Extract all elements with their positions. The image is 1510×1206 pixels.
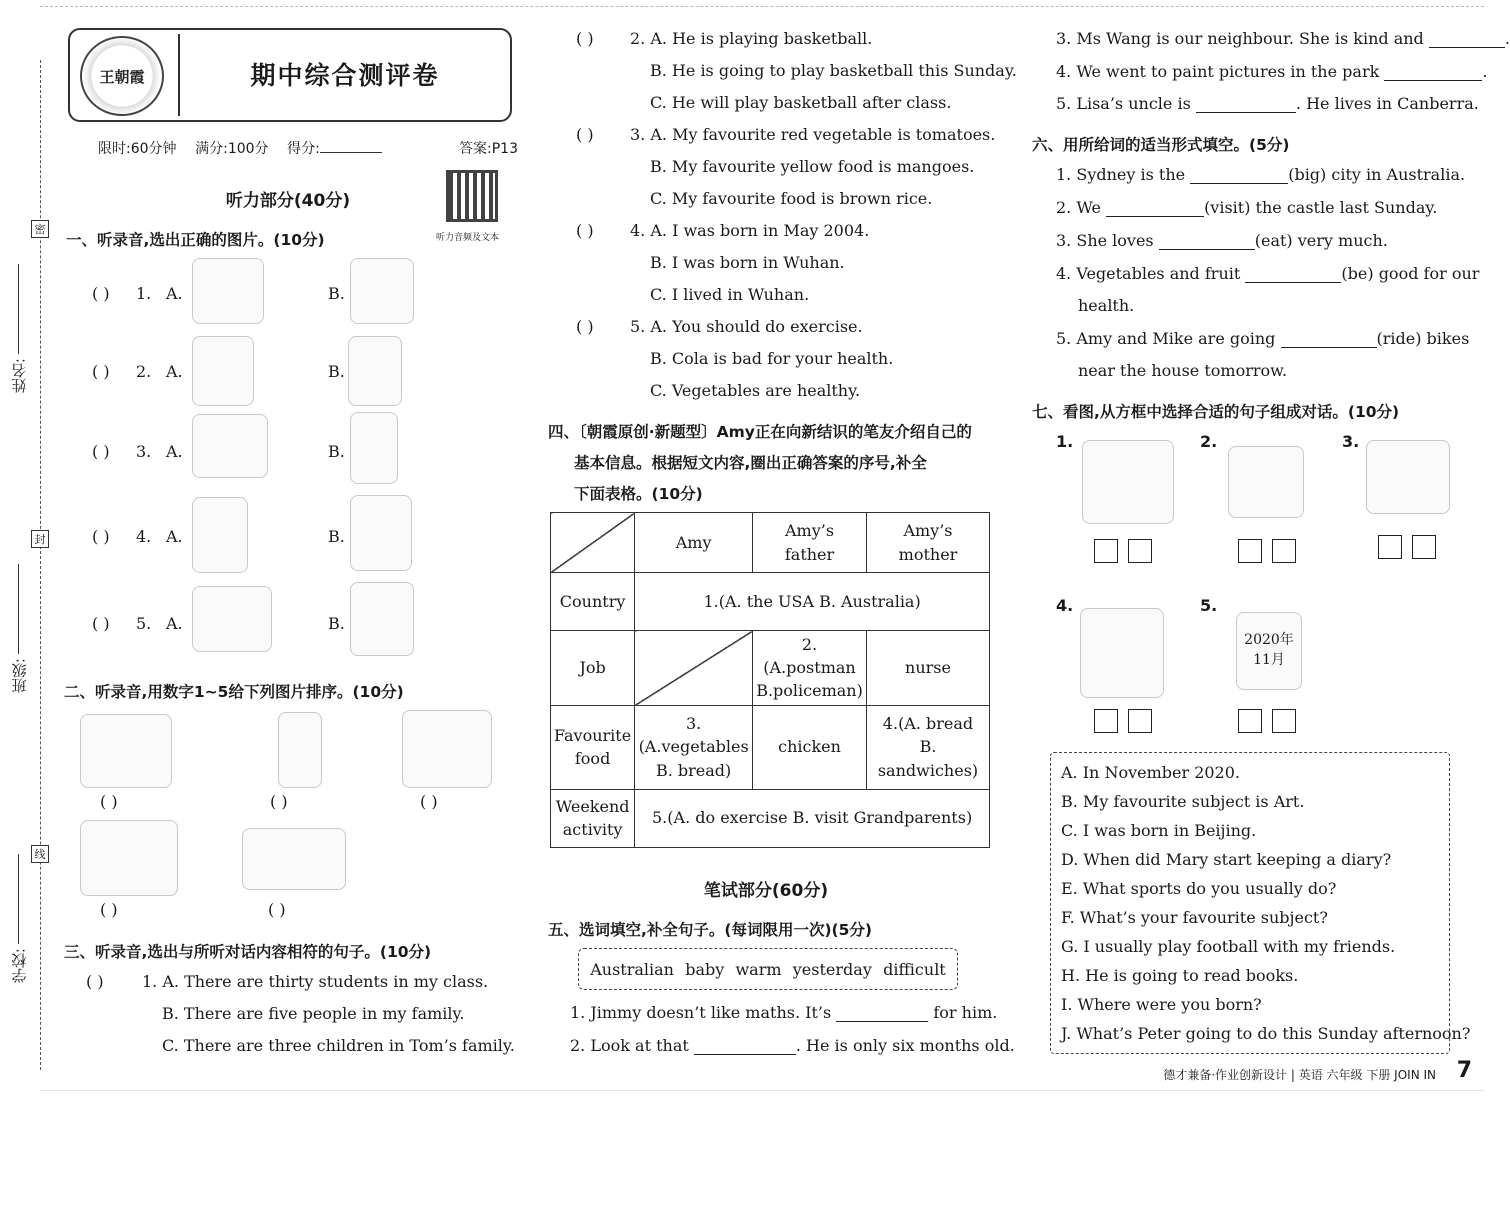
ping-pong-icon (402, 710, 492, 788)
s3-q1-option-a: 1. A. There are thirty students in my class. (142, 972, 489, 991)
s3-q1-option-b: B. There are five people in my family. (162, 1004, 465, 1023)
s1-item-3: ( ) 3. A. B. (58, 420, 528, 490)
row-label-country: Country (551, 573, 635, 631)
s1-item-1: ( ) 1. A. B. (58, 262, 528, 332)
answer-box[interactable] (1272, 539, 1296, 563)
answer-paren[interactable]: ( ) (576, 29, 594, 48)
order-paren[interactable]: ( ) (268, 900, 286, 919)
seal-mark: 密 (31, 220, 49, 238)
s3-q5-option-a: 5. A. You should do exercise. (630, 317, 863, 336)
header-mother: Amy’s mother (866, 513, 989, 573)
reading-girl-icon (350, 495, 412, 571)
s3-q3-option-a: 3. A. My favourite red vegetable is tomatoes. (630, 125, 996, 144)
list-item: J. What’s Peter going to do this Sunday afternoon? (1061, 1024, 1471, 1043)
class-field[interactable]: 班级: (4, 560, 34, 693)
fill-blank[interactable] (1384, 63, 1482, 81)
listening-section-title: 听力部分(40分) (225, 191, 351, 211)
basketball-boy-icon (192, 497, 248, 573)
list-item: E. What sports do you usually do? (1061, 879, 1337, 898)
s3-q3-option-b: B. My favourite yellow food is mangoes. (650, 157, 975, 176)
calendar-icon: 2020年 11月 (1236, 612, 1302, 690)
cut-line (40, 60, 41, 1070)
answer-paren[interactable]: ( ) (86, 972, 104, 991)
seal-mark: 线 (31, 845, 49, 863)
answer-box[interactable] (1238, 709, 1262, 733)
fill-blank[interactable] (1196, 95, 1296, 113)
list-item: A. In November 2020. (1061, 763, 1240, 782)
s5-q1: 1. Jimmy doesn’t like maths. It’s for him. (570, 1003, 998, 1022)
country-choice[interactable]: 1.(A. the USA B. Australia) (635, 573, 990, 631)
top-dashed-rule (40, 6, 1484, 7)
panda-icon (192, 336, 254, 406)
s3-q5-option-b: B. Cola is bad for your health. (650, 349, 894, 368)
table-row (551, 513, 990, 573)
word-bank-item: warm (735, 959, 782, 979)
food-mother-choice[interactable]: 4.(A. bread B. sandwiches) (866, 705, 989, 789)
header-amy: Amy (635, 513, 753, 573)
name-field[interactable]: 姓名: (4, 260, 34, 393)
header-father: Amy’s father (753, 513, 867, 573)
job-amy-empty (635, 631, 753, 706)
word-bank-item: yesterday (792, 959, 872, 979)
row-label-job: Job (551, 631, 635, 706)
table-row (551, 631, 990, 706)
title-box (68, 28, 512, 122)
fill-blank[interactable] (1281, 330, 1377, 348)
exam-meta (98, 138, 518, 158)
s3-q5-option-c: C. Vegetables are healthy. (650, 381, 861, 400)
section-4-heading-line1: 四、〔朝霞原创·新题型〕Amy正在向新结识的笔友介绍自己的 (548, 423, 972, 441)
answer-paren[interactable]: ( ) (92, 284, 110, 303)
list-item: I. Where were you born? (1061, 995, 1262, 1014)
section-5-heading: 五、选词填空,补全句子。(每词限用一次)(5分) (548, 921, 873, 939)
answer-box[interactable] (1272, 709, 1296, 733)
section-6-heading: 六、用所给词的适当形式填空。(5分) (1032, 136, 1290, 154)
score-field[interactable]: 得分: (287, 138, 382, 158)
seal-mark: 封 (31, 530, 49, 548)
fill-blank[interactable] (1245, 265, 1341, 283)
full-score: 满分:100分 (195, 141, 269, 157)
football-kids-icon (1366, 440, 1450, 514)
order-paren[interactable]: ( ) (100, 792, 118, 811)
sentence-options-box (1050, 752, 1471, 1054)
s6-q5-cont: near the house tomorrow. (1078, 361, 1288, 380)
koala-icon (348, 336, 402, 406)
list-item: D. When did Mary start keeping a diary? (1061, 850, 1392, 869)
page-number: 7 (1456, 1058, 1472, 1083)
answer-box[interactable] (1412, 535, 1436, 559)
table-row (551, 789, 990, 847)
page-title: 期中综合测评卷 (250, 61, 440, 90)
time-limit: 限时:60分钟 (98, 141, 177, 157)
s3-q4-option-a: 4. A. I was born in May 2004. (630, 221, 870, 240)
s3-q1-option-c: C. There are three children in Tom’s family. (162, 1036, 515, 1055)
kids-talking-icon (80, 820, 178, 896)
section-1-heading: 一、听录音,选出正确的图片。(10分) (66, 231, 325, 249)
qr-label: 听力音频及文本 (436, 233, 500, 243)
classroom-icon (1082, 440, 1174, 524)
school-field[interactable]: 学校: (4, 850, 34, 983)
answer-page: 答案:P13 (459, 141, 518, 157)
s3-q2-option-b: B. He is going to play basketball this Sunday. (650, 61, 1017, 80)
s6-q1: 1. Sydney is the (big) city in Australia. (1056, 165, 1466, 184)
bottom-rule (40, 1090, 1484, 1091)
fill-blank[interactable] (1429, 30, 1505, 48)
food-father: chicken (753, 705, 867, 789)
title-divider (178, 34, 180, 116)
fill-blank[interactable] (1190, 166, 1288, 184)
doctor-icon (278, 712, 322, 788)
section-4-heading-line3: 下面表格。(10分) (574, 485, 703, 503)
section-7-heading: 七、看图,从方框中选择合适的句子组成对话。(10分) (1032, 403, 1400, 421)
firefighter-icon (350, 258, 414, 324)
word-bank-item: baby (685, 959, 725, 979)
s1-item-5: ( ) 5. A. B. (58, 592, 528, 662)
footer-series: 德才兼备·作业创新设计 | 英语 六年级 下册 JOIN IN (1163, 1068, 1436, 1082)
word-bank-item: Australian (590, 959, 674, 979)
s1-item-4: ( ) 4. A. B. (58, 505, 528, 575)
answer-paren[interactable]: ( ) (576, 125, 594, 144)
table-row (551, 573, 990, 631)
word-bank-item: difficult (883, 959, 946, 979)
order-paren[interactable]: ( ) (100, 900, 118, 919)
answer-box[interactable] (1094, 709, 1118, 733)
s3-q2-option-c: C. He will play basketball after class. (650, 93, 952, 112)
s5-q3: 3. Ms Wang is our neighbour. She is kind and . (1056, 29, 1510, 48)
brand-logo: 王朝霞 (80, 36, 164, 116)
s1-item-2: ( ) 2. A. B. (58, 340, 528, 410)
answer-box[interactable] (1378, 535, 1402, 559)
weekend-choice[interactable]: 5.(A. do exercise B. visit Grandparents) (635, 789, 990, 847)
fill-blank[interactable] (1106, 199, 1204, 217)
fill-blank[interactable] (694, 1037, 796, 1055)
sleeping-child-icon (192, 414, 268, 478)
s5-q4: 4. We went to paint pictures in the park . (1056, 62, 1488, 81)
s5-q2: 2. Look at that . He is only six months old. (570, 1036, 1015, 1055)
treadmill-icon (350, 582, 414, 656)
fill-blank[interactable] (836, 1004, 928, 1022)
answer-box[interactable] (1128, 539, 1152, 563)
vegetables-icon (242, 828, 346, 890)
list-item: G. I usually play football with my friends. (1061, 937, 1396, 956)
s5-q5: 5. Lisa’s uncle is . He lives in Canberra. (1056, 94, 1479, 113)
family-photo-icon (80, 714, 172, 788)
scooter-child-icon (350, 412, 398, 484)
s3-q2-option-a: 2. A. He is playing basketball. (630, 29, 873, 48)
list-item: C. I was born in Beijing. (1061, 821, 1257, 840)
answer-paren[interactable]: ( ) (576, 221, 594, 240)
row-label-weekend: Weekend activity (551, 789, 635, 847)
answer-box[interactable] (1238, 539, 1262, 563)
qr-code-icon[interactable] (446, 170, 498, 222)
writing-section-title: 笔试部分(60分) (703, 881, 829, 901)
section-3-heading: 三、听录音,选出与所听对话内容相符的句子。(10分) (64, 943, 432, 961)
great-wall-icon (1228, 446, 1304, 518)
table-corner-cell (551, 513, 635, 573)
order-paren[interactable]: ( ) (420, 792, 438, 811)
word-bank (578, 948, 958, 990)
s6-q2: 2. We (visit) the castle last Sunday. (1056, 198, 1438, 217)
fill-blank[interactable] (1159, 232, 1255, 250)
s6-q3: 3. She loves (eat) very much. (1056, 231, 1388, 250)
order-paren[interactable]: ( ) (270, 792, 288, 811)
section-2-heading: 二、听录音,用数字1~5给下列图片排序。(10分) (64, 683, 404, 701)
info-table (550, 512, 990, 848)
tv-sofa-icon (192, 586, 272, 652)
answer-box[interactable] (1128, 709, 1152, 733)
list-item: B. My favourite subject is Art. (1061, 792, 1305, 811)
job-mother: nurse (866, 631, 989, 706)
table-row (551, 705, 990, 789)
section-4-heading-line2: 基本信息。根据短文内容,圈出正确答案的序号,补全 (574, 454, 927, 472)
s6-q4-cont: health. (1078, 296, 1135, 315)
answer-box[interactable] (1094, 539, 1118, 563)
binding-strip (0, 60, 50, 1070)
boy-reading-icon (1080, 608, 1164, 698)
row-label-food: Favourite food (551, 705, 635, 789)
s6-q5: 5. Amy and Mike are going (ride) bikes (1056, 329, 1470, 348)
answer-paren[interactable]: ( ) (576, 317, 594, 336)
job-father-choice[interactable]: 2.(A.postman B.policeman) (753, 631, 867, 706)
list-item: F. What’s your favourite subject? (1061, 908, 1328, 927)
s3-q4-option-b: B. I was born in Wuhan. (650, 253, 845, 272)
s6-q4: 4. Vegetables and fruit (be) good for our (1056, 264, 1480, 283)
s3-q4-option-c: C. I lived in Wuhan. (650, 285, 810, 304)
food-amy-choice[interactable]: 3. (A.vegetables B. bread) (635, 705, 753, 789)
s3-q3-option-c: C. My favourite food is brown rice. (650, 189, 933, 208)
airplane-pilot-icon (192, 258, 264, 324)
list-item: H. He is going to read books. (1061, 966, 1299, 985)
